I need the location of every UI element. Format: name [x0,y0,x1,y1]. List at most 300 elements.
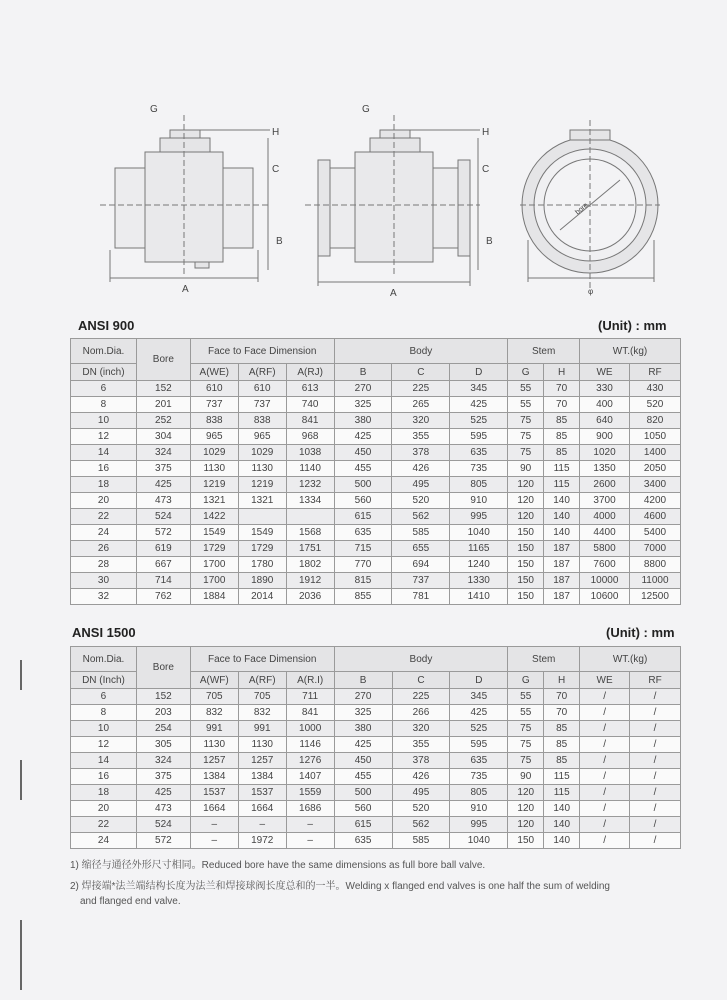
table-cell: 1700 [190,557,238,573]
table-cell: 24 [71,833,137,849]
table-cell: 1780 [238,557,286,573]
table-cell: 635 [334,525,392,541]
table-cell: 140 [544,509,580,525]
subheader-row: DN (inch) A(WE) A(RF) A(RJ) B C D G H WE RF [71,364,681,381]
table-cell: 1330 [450,573,508,589]
table-cell: 1549 [190,525,238,541]
table-cell: 1384 [238,769,286,785]
table-cell: 5800 [580,541,630,557]
table-cell: 1972 [238,833,286,849]
footnotes [70,858,690,909]
table-cell: 320 [392,721,450,737]
table-row [71,445,681,461]
table-cell: 995 [450,817,508,833]
table-cell: 1232 [286,477,334,493]
subheader-row: DN (Inch) A(WF) A(RF) A(R.I) B C D G H WE RF [71,672,681,689]
table-cell: 140 [544,817,580,833]
table-cell: 585 [392,833,450,849]
table-cell: 1334 [286,493,334,509]
table-cell: 610 [190,381,238,397]
table-cell: 1029 [238,445,286,461]
table-cell: 965 [190,429,238,445]
header-body: Body [334,339,508,364]
table-cell: 1400 [629,445,680,461]
table-cell: 965 [238,429,286,445]
table-cell: / [630,705,681,721]
table-cell: / [580,833,630,849]
table-cell: 900 [580,429,630,445]
table-cell: 1350 [580,461,630,477]
table-cell: 140 [544,833,580,849]
table-cell: 70 [544,705,580,721]
table-cell: 619 [136,541,190,557]
table-cell: 820 [629,413,680,429]
table-cell: 7000 [629,541,680,557]
note-2-cont: and flanged end valve. [80,896,181,907]
table-cell: 1664 [238,801,286,817]
table-cell: 325 [334,705,392,721]
table-cell: 714 [136,573,190,589]
label-b-2: B [486,236,493,247]
table-cell: 520 [392,801,450,817]
table-cell: / [630,737,681,753]
table-cell: 75 [508,721,544,737]
label-h-2: H [482,127,490,138]
table-row [71,541,681,557]
table-row [71,557,681,573]
table-cell: 378 [392,445,450,461]
table-cell: 1276 [286,753,334,769]
table-row [71,721,681,737]
table-cell: 910 [450,801,508,817]
valve-diagrams [0,90,727,310]
table-cell: 455 [334,769,392,785]
table-cell: 1240 [450,557,508,573]
table-cell: / [630,833,681,849]
table-cell: / [580,737,630,753]
table-cell: 735 [450,461,508,477]
header-weight: WT.(kg) [580,339,681,364]
table-row [71,589,681,605]
table-cell: 525 [450,721,508,737]
table-cell: 85 [544,413,580,429]
table-row [71,413,681,429]
table-cell: 585 [392,525,450,541]
table-cell: 1050 [629,429,680,445]
table-cell: 1549 [238,525,286,541]
table-row [71,785,681,801]
table-row [71,477,681,493]
table-cell: 841 [286,705,334,721]
table-cell: 524 [136,817,190,833]
table-cell: 805 [450,477,508,493]
table-cell: / [630,753,681,769]
table-cell: 380 [334,721,392,737]
table-cell: 1537 [238,785,286,801]
table-cell: 85 [544,445,580,461]
ansi1500-unit: (Unit) : mm [606,625,675,640]
ansi900-unit: (Unit) : mm [598,318,667,333]
table-cell: 1729 [190,541,238,557]
table-cell: 426 [392,769,450,785]
table-cell [238,509,286,525]
table-cell: 115 [544,461,580,477]
table-cell: 1664 [190,801,238,817]
table-cell: 1165 [450,541,508,557]
table-cell [286,509,334,525]
table-cell: 430 [629,381,680,397]
table-cell: / [580,721,630,737]
table-cell: 1219 [238,477,286,493]
table-cell: – [190,817,238,833]
table-cell: 1686 [286,801,334,817]
table-cell: 4200 [629,493,680,509]
table-cell: 705 [190,689,238,705]
table-cell: 737 [392,573,450,589]
table-cell: 75 [508,413,544,429]
table-cell: 187 [544,573,580,589]
table-cell: 12 [71,429,137,445]
table-cell: 150 [508,589,544,605]
label-b-1: B [276,236,283,247]
table-cell: 150 [508,541,544,557]
table-cell: 5400 [629,525,680,541]
table-cell: 781 [392,589,450,605]
table-cell: 715 [334,541,392,557]
table-cell: 20 [71,801,137,817]
table-cell: 610 [238,381,286,397]
table-cell: 425 [136,785,190,801]
table-cell: 22 [71,509,137,525]
table-cell: / [630,721,681,737]
table-cell: 762 [136,589,190,605]
table-cell: 120 [508,785,544,801]
table-cell: 22 [71,817,137,833]
table-cell: 150 [508,833,544,849]
ansi900-table [70,338,681,605]
table-cell: 855 [334,589,392,605]
table-cell: 32 [71,589,137,605]
table-cell: 1407 [286,769,334,785]
ansi1500-table [70,646,681,849]
table-cell: 572 [136,833,190,849]
table-cell: 120 [508,817,544,833]
binding-mark [20,660,22,690]
table-cell: 375 [136,461,190,477]
label-c-2: C [482,164,490,175]
table-cell: 187 [544,557,580,573]
table-cell: 8 [71,397,137,413]
table-cell: 28 [71,557,137,573]
table-cell: 1802 [286,557,334,573]
label-h-1: H [272,127,280,138]
table-cell: 324 [136,753,190,769]
table-cell: 7600 [580,557,630,573]
table-cell: 667 [136,557,190,573]
table-cell: 832 [238,705,286,721]
table-cell: 10 [71,721,137,737]
table-cell: 635 [450,753,508,769]
label-g-2: G [362,104,370,115]
table-cell: 150 [508,525,544,541]
table-cell: 450 [334,753,392,769]
table-cell: 615 [334,509,392,525]
table-cell: 140 [544,493,580,509]
table-cell: 1321 [190,493,238,509]
table-cell: 495 [392,785,450,801]
table-cell: 266 [392,705,450,721]
table-cell: / [630,817,681,833]
table-cell: – [190,833,238,849]
table-cell: 345 [450,689,508,705]
table-cell: 4600 [629,509,680,525]
table-cell: 12500 [629,589,680,605]
table-cell: 8 [71,705,137,721]
table-cell: 991 [238,721,286,737]
label-bore: bore [574,201,590,217]
table-cell: 635 [334,833,392,849]
table-cell: 1700 [190,573,238,589]
table-cell: 30 [71,573,137,589]
table-cell: 968 [286,429,334,445]
table-cell: / [580,705,630,721]
table-cell: 75 [508,429,544,445]
table-row [71,689,681,705]
table-cell: 2050 [629,461,680,477]
table-cell: 8800 [629,557,680,573]
table-cell: 324 [136,445,190,461]
table-cell: 14 [71,445,137,461]
table-cell: 18 [71,477,137,493]
table-cell: 1029 [190,445,238,461]
table-cell: 1729 [238,541,286,557]
table-row [71,461,681,477]
table-cell: 500 [334,785,392,801]
note-1: 1) 缩径与通径外形尺寸相同。Reduced bore have the same dimensions as full bore ball valve. [70,860,486,871]
table-cell: 225 [392,689,450,705]
table-row [71,769,681,785]
header-bore: Bore [136,339,190,381]
table-cell: 4000 [580,509,630,525]
table-cell: 560 [334,801,392,817]
table-cell: 1219 [190,477,238,493]
table-row [71,509,681,525]
table-cell: 572 [136,525,190,541]
table-cell: 140 [544,525,580,541]
table-cell: 1130 [238,737,286,753]
table-cell: 694 [392,557,450,573]
table-cell: / [580,801,630,817]
table-cell: 85 [544,721,580,737]
table-cell: / [580,817,630,833]
header-stem: Stem [508,339,580,364]
table-cell: 85 [544,737,580,753]
note-2: 2) 焊接端*法兰端结构长度为法兰和焊接球阀长度总和的一半。Welding x flanged end valves is one half the sum of welding [70,881,610,892]
label-phi: φ [588,287,594,296]
table-cell: 2600 [580,477,630,493]
table-cell: / [630,785,681,801]
table-cell: 500 [334,477,392,493]
table-cell: 26 [71,541,137,557]
table-cell: 10 [71,413,137,429]
table-cell: 120 [508,801,544,817]
table-cell: 120 [508,493,544,509]
table-cell: 1020 [580,445,630,461]
table-cell: 520 [392,493,450,509]
table-cell: 152 [136,381,190,397]
table-cell: 24 [71,525,137,541]
table-cell: 90 [508,461,544,477]
table-cell: 75 [508,753,544,769]
table-cell: 18 [71,785,137,801]
table-cell: 1130 [238,461,286,477]
table-cell: 270 [334,689,392,705]
table-cell: 4400 [580,525,630,541]
table-cell: 85 [544,429,580,445]
table-cell: 595 [450,429,508,445]
header-body: Body [334,647,508,672]
table-cell: 150 [508,573,544,589]
table-cell: 201 [136,397,190,413]
table-cell: 1751 [286,541,334,557]
table-cell: 770 [334,557,392,573]
table-cell: 187 [544,541,580,557]
table-cell: 2036 [286,589,334,605]
table-row [71,381,681,397]
label-g-1: G [150,104,158,115]
label-a-2: A [390,288,397,299]
table-cell: 55 [508,381,544,397]
table-cell: 910 [450,493,508,509]
table-row [71,397,681,413]
table-cell: 6 [71,689,137,705]
table-cell: 455 [334,461,392,477]
table-cell: 525 [450,413,508,429]
table-cell: 85 [544,753,580,769]
table-cell: 355 [392,429,450,445]
table-cell: 425 [450,397,508,413]
table-cell: 1537 [190,785,238,801]
table-cell: 70 [544,689,580,705]
table-cell: 1257 [190,753,238,769]
label-a-1: A [182,284,189,295]
table-cell: / [630,801,681,817]
header-nom-dia: Nom.Dia. [71,647,137,672]
table-cell: 805 [450,785,508,801]
table-cell: 615 [334,817,392,833]
table-cell: 115 [544,477,580,493]
header-bore: Bore [136,647,190,689]
table-row [71,573,681,589]
table-cell: 1040 [450,525,508,541]
table-cell: 1422 [190,509,238,525]
table-cell: 330 [580,381,630,397]
table-cell: 635 [450,445,508,461]
table-row [71,817,681,833]
table-cell: 524 [136,509,190,525]
table-cell: 1040 [450,833,508,849]
table-cell: 740 [286,397,334,413]
table-cell: 995 [450,509,508,525]
table-cell: / [630,689,681,705]
table-cell: 320 [392,413,450,429]
table-cell: 11000 [629,573,680,589]
table-cell: / [630,769,681,785]
table-cell: 655 [392,541,450,557]
table-cell: 355 [392,737,450,753]
table-cell: 3700 [580,493,630,509]
ansi1500-title: ANSI 1500 [72,625,136,640]
table-row [71,801,681,817]
table-cell: 1884 [190,589,238,605]
table-cell: 1000 [286,721,334,737]
table-row [71,705,681,721]
table-cell: 90 [508,769,544,785]
table-cell: 425 [450,705,508,721]
table-cell: / [580,689,630,705]
table-cell: 737 [190,397,238,413]
table-cell: 75 [508,737,544,753]
table-cell: 2014 [238,589,286,605]
header-weight: WT.(kg) [580,647,681,672]
table-cell: 16 [71,769,137,785]
table-cell: 270 [334,381,392,397]
table-cell: 304 [136,429,190,445]
table-cell: 55 [508,397,544,413]
table-cell: 705 [238,689,286,705]
table-cell: – [286,833,334,849]
table-cell: 150 [508,557,544,573]
table-cell: 1130 [190,461,238,477]
table-cell: 425 [334,737,392,753]
table-cell: 838 [238,413,286,429]
table-cell: 305 [136,737,190,753]
table-cell: / [580,785,630,801]
table-cell: / [580,753,630,769]
table-cell: 425 [334,429,392,445]
binding-mark [20,920,22,990]
table-cell: 225 [392,381,450,397]
table-cell: 832 [190,705,238,721]
table-cell: 380 [334,413,392,429]
table-cell: 252 [136,413,190,429]
table-row [71,493,681,509]
table-row [71,429,681,445]
table-cell: 838 [190,413,238,429]
table-cell: 14 [71,753,137,769]
table-cell: 120 [508,477,544,493]
table-cell: 562 [392,509,450,525]
table-cell: 12 [71,737,137,753]
table-cell: 450 [334,445,392,461]
table-cell: 400 [580,397,630,413]
table-row [71,753,681,769]
table-cell: 254 [136,721,190,737]
table-cell: 1559 [286,785,334,801]
table-cell: 152 [136,689,190,705]
table-cell: 560 [334,493,392,509]
table-row [71,833,681,849]
ansi900-title: ANSI 900 [78,318,135,333]
table-cell: 495 [392,477,450,493]
table-cell: 520 [629,397,680,413]
table-cell: 16 [71,461,137,477]
welded-end-valve-drawing [100,115,270,282]
binding-mark [20,760,22,800]
table-cell: 10600 [580,589,630,605]
header-nom-dia: Nom.Dia. [71,339,137,364]
table-cell: 595 [450,737,508,753]
